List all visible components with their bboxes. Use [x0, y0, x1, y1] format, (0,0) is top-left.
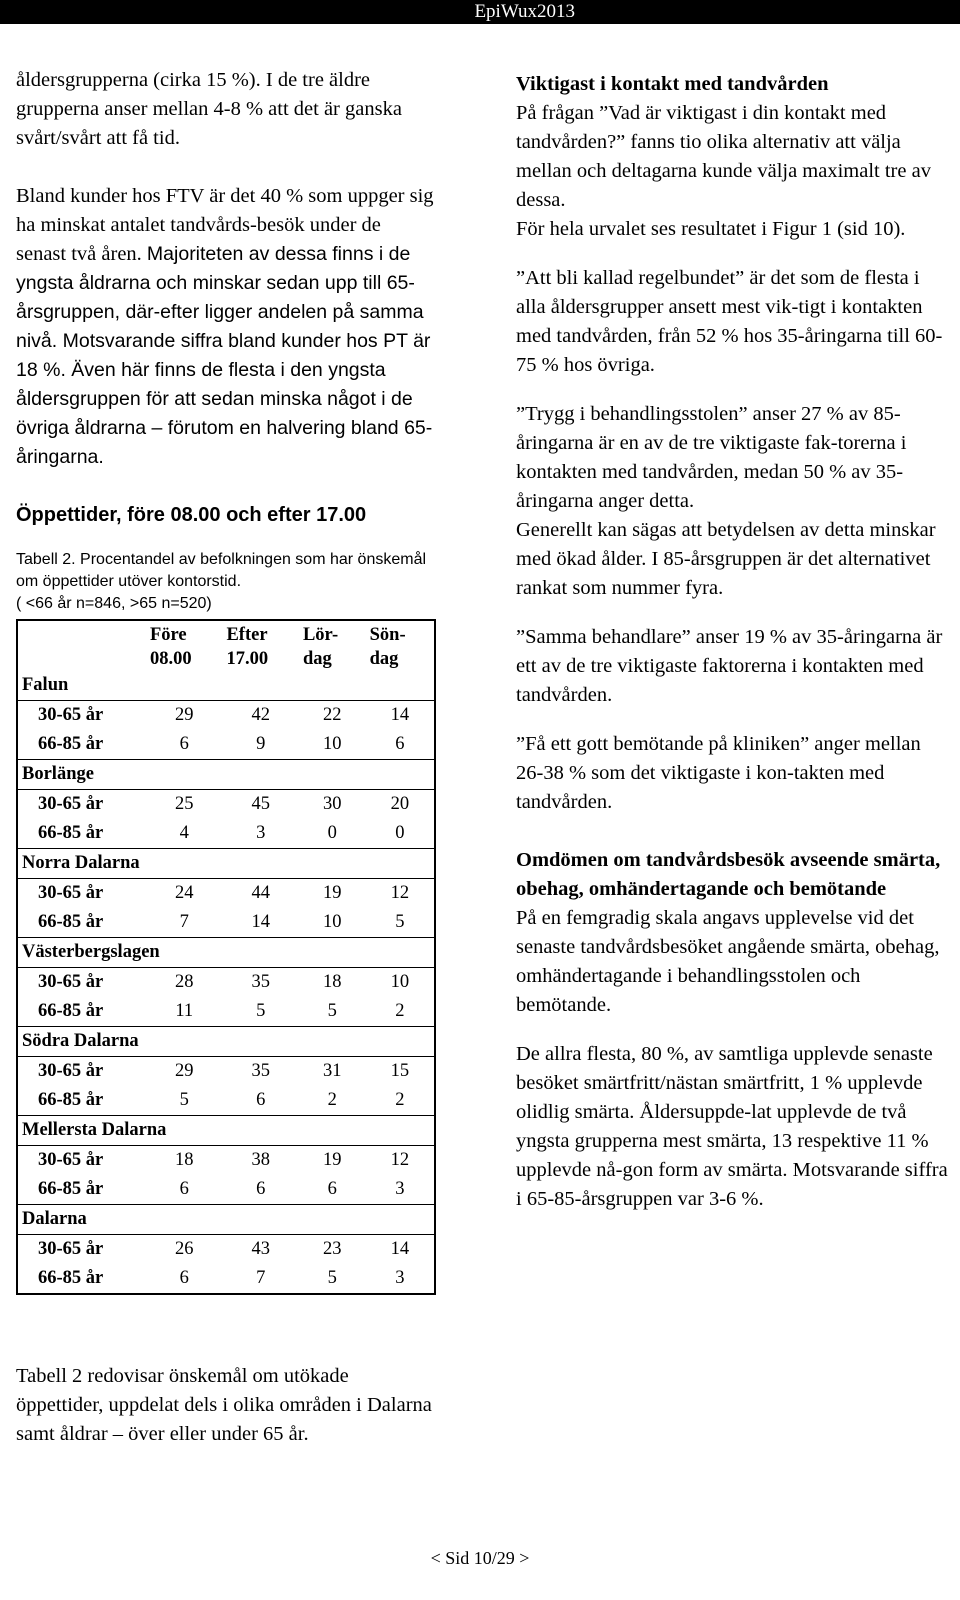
table-row: [17, 1146, 435, 1176]
table-cell: 3: [366, 1264, 435, 1294]
age-group-label: 30-65 år: [17, 790, 146, 820]
table-caption: Tabell 2. Procentandel av befolkningen som har önskemål om öppettider utöver kontorstid.: [16, 551, 427, 590]
table-cell: 6: [146, 1264, 222, 1294]
age-group-label: 30-65 år: [17, 701, 146, 731]
region-name: Västerbergslagen: [22, 942, 160, 962]
table-cell: 6: [222, 1175, 298, 1205]
table-cell: 19: [299, 879, 366, 909]
table-cell: 24: [146, 879, 222, 909]
age-group-label: 66-85 år: [17, 1175, 146, 1205]
table-cell: 2: [366, 997, 435, 1027]
opening-hours-table: [16, 619, 436, 1295]
paragraph: Tabell 2 redovisar önskemål om utökade öppettider, uppdelat dels i olika områden i Dalarna samt åldrar – över eller under 65 år.: [16, 1365, 432, 1445]
region-name: Mellersta Dalarna: [22, 1120, 167, 1140]
region-name: Norra Dalarna: [22, 853, 140, 873]
table-cell: 14: [222, 908, 298, 938]
left-column: [16, 66, 436, 1295]
table-cell: 20: [366, 790, 435, 820]
table-cell: 38: [222, 1146, 298, 1176]
table-region-row: [17, 760, 435, 790]
table-row: [17, 968, 435, 998]
table-row: [17, 730, 435, 760]
table-cell: 7: [146, 908, 222, 938]
table-cell: 3: [222, 819, 298, 849]
paragraph: [16, 182, 436, 472]
age-group-label: 30-65 år: [17, 879, 146, 909]
table-region-row: [17, 671, 435, 701]
table-region-row: [17, 1205, 435, 1235]
table-cell: 9: [222, 730, 298, 760]
table-cell: 35: [222, 1057, 298, 1087]
table-row: [17, 790, 435, 820]
paragraph: ”Trygg i behandlingsstolen” anser 27 % av 85-åringarna är en av de tre viktigaste fak-torerna i kontakten med tandvården, medan 50 % av 35-åringarna anger detta.: [516, 403, 907, 512]
table-cell: 10: [299, 730, 366, 760]
col-header-saturday: Lör- dag: [302, 625, 339, 669]
table-row: [17, 1057, 435, 1087]
table-row: [17, 1086, 435, 1116]
table-cell: 6: [146, 730, 222, 760]
table-header-row: [17, 620, 435, 671]
table-cell: 28: [146, 968, 222, 998]
paragraph: På frågan ”Vad är viktigast i din kontakt med tandvården?” fanns tio olika alternativ att välja mellan och deltagarna kunde välja maximalt tre av dessa.: [516, 102, 931, 211]
table-cell: 45: [222, 790, 298, 820]
paragraph: De allra flesta, 80 %, av samtliga upplevde senaste besöket smärtfritt/nästan smärtfritt, 1 % upplevde olidlig smärta. Åldersuppde-lat upplevde de två yngsta grupperna mest smärta, 13 respektive 11 % upplevde nå-gon form av smärta. Motsvarande siffra i 65-85-årsgruppen var 3-6 %.: [516, 1043, 948, 1210]
region-name: Dalarna: [22, 1209, 87, 1229]
table-cell: 12: [366, 879, 435, 909]
age-group-label: 66-85 år: [17, 1264, 146, 1294]
table-row: [17, 879, 435, 909]
table-row: [17, 1264, 435, 1294]
section-heading: Omdömen om tandvårdsbesök avseende smärta, obehag, omhändertagande och bemötande: [516, 849, 941, 900]
table-cell: 6: [222, 1086, 298, 1116]
age-group-label: 30-65 år: [17, 1146, 146, 1176]
table-cell: 22: [299, 701, 366, 731]
table-cell: 6: [146, 1175, 222, 1205]
table-cell: 19: [299, 1146, 366, 1176]
header-title: EpiWux2013: [474, 1, 575, 22]
table-cell: 6: [366, 730, 435, 760]
table-cell: 5: [366, 908, 435, 938]
table-cell: 43: [222, 1235, 298, 1265]
table-cell: 18: [146, 1146, 222, 1176]
table-cell: 18: [299, 968, 366, 998]
section-heading: Öppettider, före 08.00 och efter 17.00: [16, 504, 367, 526]
page-number: < Sid 10/29 >: [430, 1548, 530, 1568]
region-name: Södra Dalarna: [22, 1031, 139, 1051]
paragraph: På en femgradig skala angavs upplevelse vid det senaste tandvårdsbesöket angående smärta, obehag, omhändertagande i behandlingsstolen och bemötande.: [516, 907, 940, 1016]
page-header: [0, 0, 960, 24]
table-cell: 6: [299, 1175, 366, 1205]
age-group-label: 66-85 år: [17, 908, 146, 938]
table-cell: 15: [366, 1057, 435, 1087]
table-cell: 2: [366, 1086, 435, 1116]
table-cell: 5: [299, 1264, 366, 1294]
table-row: [17, 819, 435, 849]
paragraph: För hela urvalet ses resultatet i Figur 1 (sid 10).: [516, 218, 906, 240]
table-cell: 44: [222, 879, 298, 909]
paragraph-part: Majoriteten av dessa finns i de yngsta åldrarna och minskar sedan upp till 65-årsgruppen, där-efter ligger andelen på samma nivå. Motsvarande siffra bland kunder hos PT är 18 %. Även här finns de flesta i den yngsta åldersgruppen för att sedan minska något i de övriga åldrarna – förutom en halvering bland 65-åringarna.: [16, 243, 433, 468]
table-cell: 12: [366, 1146, 435, 1176]
col-header-after-17: Efter 17.00: [226, 625, 269, 669]
paragraph-part: Bland kunder hos FTV är det 40 % som uppger sig ha minskat antalet tandvårds-besök under de senast två åren.: [16, 185, 434, 265]
paragraph: ”Samma behandlare” anser 19 % av 35-åringarna är ett av de tre viktigaste faktorerna i kontakten med tandvården.: [516, 626, 943, 706]
table-cell: 11: [146, 997, 222, 1027]
region-name: Borlänge: [22, 764, 94, 784]
table-cell: 0: [299, 819, 366, 849]
table-cell: 5: [146, 1086, 222, 1116]
table-cell: 10: [366, 968, 435, 998]
table-cell: 0: [366, 819, 435, 849]
table-body: [17, 671, 435, 1294]
table-row: [17, 908, 435, 938]
table-cell: 3: [366, 1175, 435, 1205]
table-cell: 26: [146, 1235, 222, 1265]
paragraph: ”Att bli kallad regelbundet” är det som de flesta i alla åldersgrupper ansett mest vik-tigt i kontakten med tandvården, från 52 % hos 35-åringarna till 60-75 % hos övriga.: [516, 267, 943, 376]
age-group-label: 66-85 år: [17, 1086, 146, 1116]
age-group-label: 30-65 år: [17, 1235, 146, 1265]
table-region-row: [17, 938, 435, 968]
age-group-label: 30-65 år: [17, 968, 146, 998]
table-cell: 14: [366, 701, 435, 731]
table-cell: 29: [146, 1057, 222, 1087]
table-cell: 5: [222, 997, 298, 1027]
table-cell: 14: [366, 1235, 435, 1265]
paragraph: Generellt kan sägas att betydelsen av detta minskar med ökad ålder. I 85-årsgruppen är det alternativet rankat som nummer fyra.: [516, 519, 936, 599]
table-row: [17, 1175, 435, 1205]
table-cell: 30: [299, 790, 366, 820]
col-header-before-08: Före 08.00: [150, 625, 192, 669]
table-row: [17, 701, 435, 731]
paragraph: åldersgrupperna (cirka 15 %). I de tre äldre grupperna anser mellan 4-8 % att det är ganska svårt/svårt att få tid.: [16, 69, 402, 149]
table-region-row: [17, 1116, 435, 1146]
table-cell: 42: [222, 701, 298, 731]
section-heading: Viktigast i kontakt med tandvården: [516, 73, 829, 95]
table-row: [17, 1235, 435, 1265]
age-group-label: 66-85 år: [17, 997, 146, 1027]
right-column: [516, 70, 951, 1214]
table-cell: 35: [222, 968, 298, 998]
table-cell: 7: [222, 1264, 298, 1294]
table-cell: 31: [299, 1057, 366, 1087]
col-header-sunday: Sön- dag: [369, 625, 406, 669]
age-group-label: 66-85 år: [17, 730, 146, 760]
table-cell: 25: [146, 790, 222, 820]
table-cell: 4: [146, 819, 222, 849]
table-cell: 5: [299, 997, 366, 1027]
table-region-row: [17, 849, 435, 879]
table-region-row: [17, 1027, 435, 1057]
paragraph: ”Få ett gott bemötande på kliniken” anger mellan 26-38 % som det viktigaste i kon-takten med tandvården.: [516, 733, 921, 813]
table-sample-size: ( <66 år n=846, >65 n=520): [16, 595, 212, 612]
table-cell: 29: [146, 701, 222, 731]
table-row: [17, 997, 435, 1027]
age-group-label: 66-85 år: [17, 819, 146, 849]
table-cell: 23: [299, 1235, 366, 1265]
table-cell: 2: [299, 1086, 366, 1116]
age-group-label: 30-65 år: [17, 1057, 146, 1087]
table-cell: 10: [299, 908, 366, 938]
region-name: Falun: [22, 675, 69, 695]
